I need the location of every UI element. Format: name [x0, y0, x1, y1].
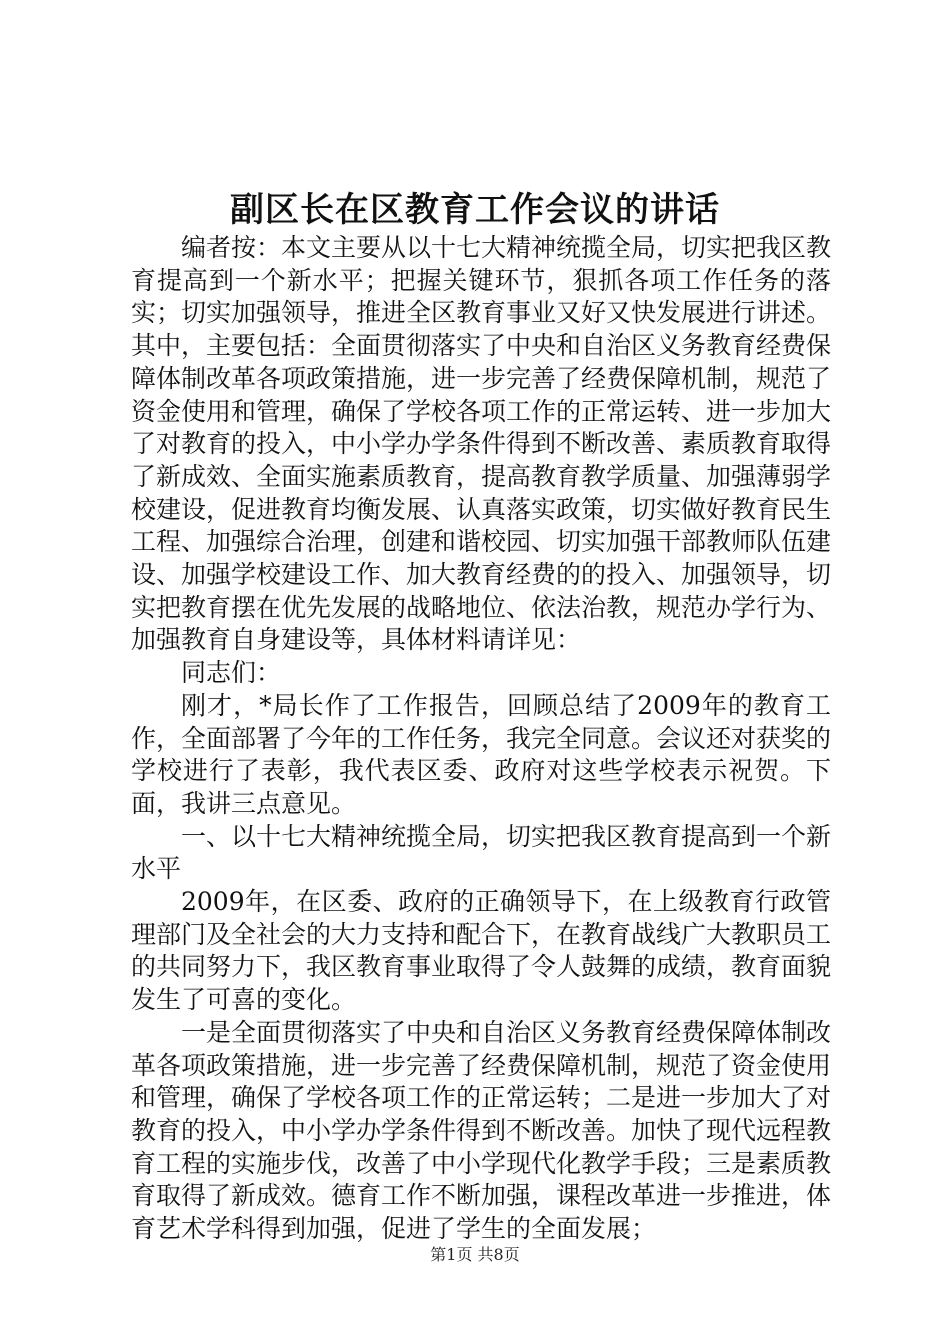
- document-body: [131, 232, 831, 1246]
- editor-note-paragraph: 编者按：本文主要从以十七大精神统揽全局，切实把我区教育提高到一个新水平；把握关键环节，狠抓各项工作任务的落实；切实加强领导，推进全区教育事业又好又快发展进行讲述。其中，主要包括：全面贯彻落实了中央和自治区义务教育经费保障体制改革各项政策措施，进一步完善了经费保障机制，规范了资金使用和管理，确保了学校各项工作的正常运转、进一步加大了对教育的投入，中小学办学条件得到不断改善、素质教育取得了新成效、全面实施素质教育，提高教育教学质量、加强薄弱学校建设，促进教育均衡发展、认真落实政策，切实做好教育民生工程、加强综合治理，创建和谐校园、切实加强干部教师队伍建设、加强学校建设工作、加大教育经费的的投入、加强领导，切实把教育摆在优先发展的战略地位、依法治教，规范办学行为、加强教育自身建设等，具体材料请详见：: [131, 233, 832, 655]
- salutation-paragraph: 同志们：: [181, 658, 282, 688]
- page-footer: 第1页 共8页: [430, 1245, 520, 1264]
- document-title: 副区长在区教育工作会议的讲话: [230, 190, 720, 230]
- body-paragraph: 2009年，在区委、政府的正确领导下，在上级教育行政管理部门及全社会的大力支持和配合下，在教育战线广大教职员工的共同努力下，我区教育事业取得了令人鼓舞的成绩，教育面貌发生了可喜的变化。: [131, 887, 832, 1015]
- body-paragraph: 刚才，*局长作了工作报告，回顾总结了2009年的教育工作，全面部署了今年的工作任务，我完全同意。会议还对获奖的学校进行了表彰，我代表区委、政府对这些学校表示祝贺。下面，我讲三点意见。: [131, 690, 832, 818]
- body-paragraph: 一是全面贯彻落实了中央和自治区义务教育经费保障体制改革各项政策措施，进一步完善了经费保障机制，规范了资金使用和管理，确保了学校各项工作的正常运转；二是进一步加大了对教育的投入，中小学办学条件得到不断改善。加快了现代远程教育工程的实施步伐，改善了中小学现代化教学手段；三是素质教育取得了新成效。德育工作不断加强，课程改革进一步推进，体育艺术学科得到加强，促进了学生的全面发展；: [131, 1017, 832, 1244]
- section-heading: 一、以十七大精神统揽全局，切实把我区教育提高到一个新水平: [131, 821, 832, 884]
